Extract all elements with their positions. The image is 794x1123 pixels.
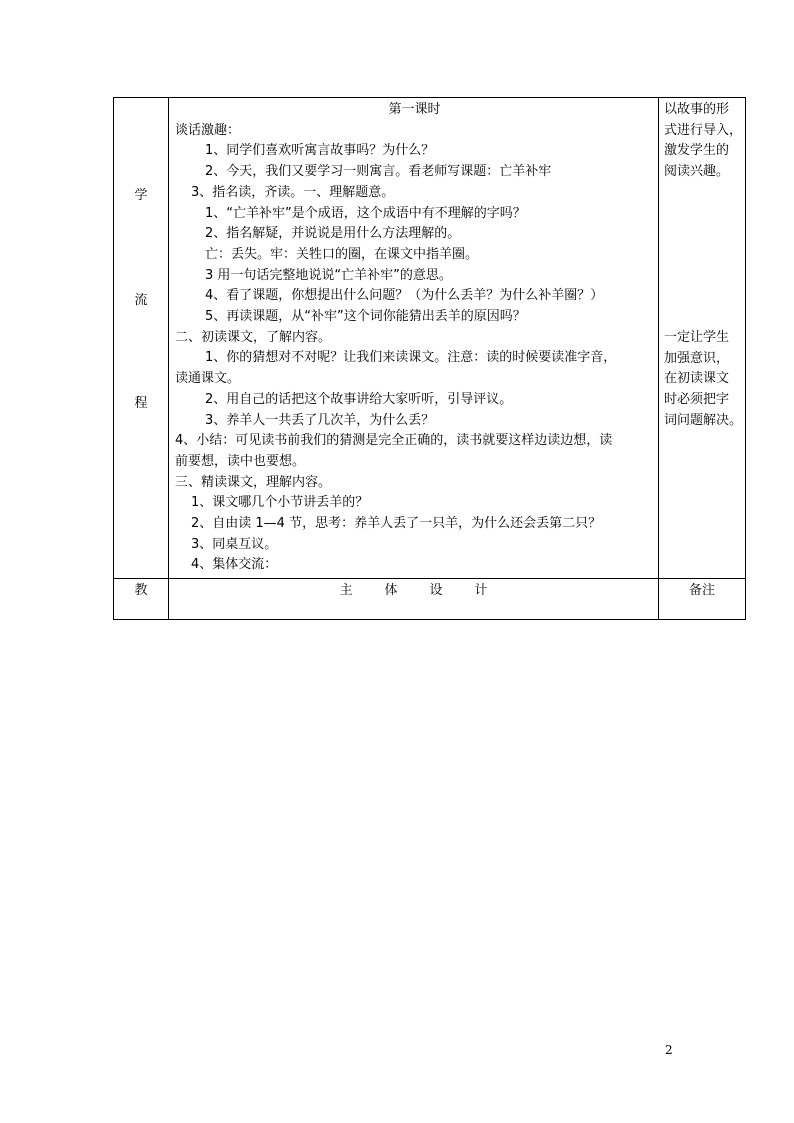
footer-char: 设 — [429, 583, 443, 598]
content-cell — [169, 98, 659, 579]
content-line: 二、初读课文，了解内容。 — [175, 329, 332, 345]
content-line: 3、同桌互议。 — [191, 536, 278, 552]
content-line: 1、你的猜想对不对呢？让我们来读课文。注意：读的时候要读准字音， — [205, 350, 617, 366]
content-line: 三、精读课文，理解内容。 — [175, 474, 332, 490]
content-line: 2、用自己的话把这个故事讲给大家听听，引导评议。 — [205, 391, 513, 407]
side-char-3: 程 — [134, 396, 148, 411]
content-line: 3、指名读，齐读。一、理解题意。 — [191, 184, 395, 200]
content-line: 亡：丢失。牢：关牲口的圈，在课文中指羊圈。 — [205, 246, 479, 262]
note-1 — [664, 100, 743, 183]
note-2-line: 词问题解决。 — [664, 412, 743, 428]
footer-char: 计 — [474, 583, 488, 598]
content-line: 5、再读课题，从“补牢”这个词你能猜出丢羊的原因吗？ — [205, 309, 526, 325]
content-line: 2、今天，我们又要学习一则寓言。看老师写课题：亡羊补牢 — [205, 164, 552, 180]
footer-row — [114, 579, 746, 620]
note-2 — [664, 328, 743, 432]
note-1-line: 以故事的形 — [664, 102, 730, 117]
content-line: 2、自由读 1—4 节，思考：养羊人丢了一只羊，为什么还会丢第二只？ — [191, 516, 602, 532]
content-line: 2、指名解疑，并说说是用什么方法理解的。 — [205, 226, 461, 242]
page-number: 2 — [665, 1043, 673, 1057]
notes-cell — [659, 98, 746, 579]
side-label-cell — [114, 98, 169, 579]
content-line: 1、“亡羊补牢”是个成语，这个成语中有不理解的字吗？ — [205, 205, 526, 221]
content-line: 读通课文。 — [175, 371, 241, 387]
footer-teach: 教 — [114, 579, 169, 620]
note-2-line: 在初读课文 — [664, 371, 730, 387]
process-row — [114, 98, 746, 579]
lesson-plan-table — [113, 97, 746, 620]
content-lines — [175, 121, 654, 576]
note-2-line: 时必须把字 — [664, 392, 730, 408]
footer-char: 主 — [339, 583, 353, 598]
note-1-line: 激发学生的 — [664, 143, 730, 159]
note-1-line: 式进行导入， — [664, 122, 743, 138]
note-2-line: 一定让学生 — [664, 330, 730, 345]
lesson-title: 第一课时 — [388, 102, 441, 117]
content-line: 4、看了课题，你想提出什么问题？（为什么丢羊？为什么补羊圈？） — [205, 288, 604, 304]
content-line: 3、养羊人一共丢了几次羊，为什么丢？ — [205, 412, 435, 428]
content-line: 前要想，读中也要想。 — [175, 453, 306, 469]
content-line: 谈话激趣： — [175, 122, 241, 138]
note-1-line: 阅读兴趣。 — [664, 164, 730, 180]
footer-remarks: 备注 — [659, 579, 746, 620]
content-line: 3 用一句话完整地说说“亡羊补牢”的意思。 — [205, 267, 452, 283]
content-line: 1、同学们喜欢听寓言故事吗？为什么？ — [205, 143, 435, 159]
side-char-1: 学 — [134, 188, 148, 203]
footer-char: 体 — [384, 583, 398, 598]
content-line: 4、小结：可见读书前我们的猜测是完全正确的，读书就要这样边读边想，读 — [175, 433, 613, 449]
content-line: 1、课文哪几个小节讲丢羊的？ — [191, 495, 369, 511]
content-line: 4、集体交流： — [191, 557, 278, 573]
footer-main-design — [169, 579, 659, 620]
side-char-2: 流 — [134, 293, 148, 308]
note-2-line: 加强意识， — [664, 350, 730, 366]
